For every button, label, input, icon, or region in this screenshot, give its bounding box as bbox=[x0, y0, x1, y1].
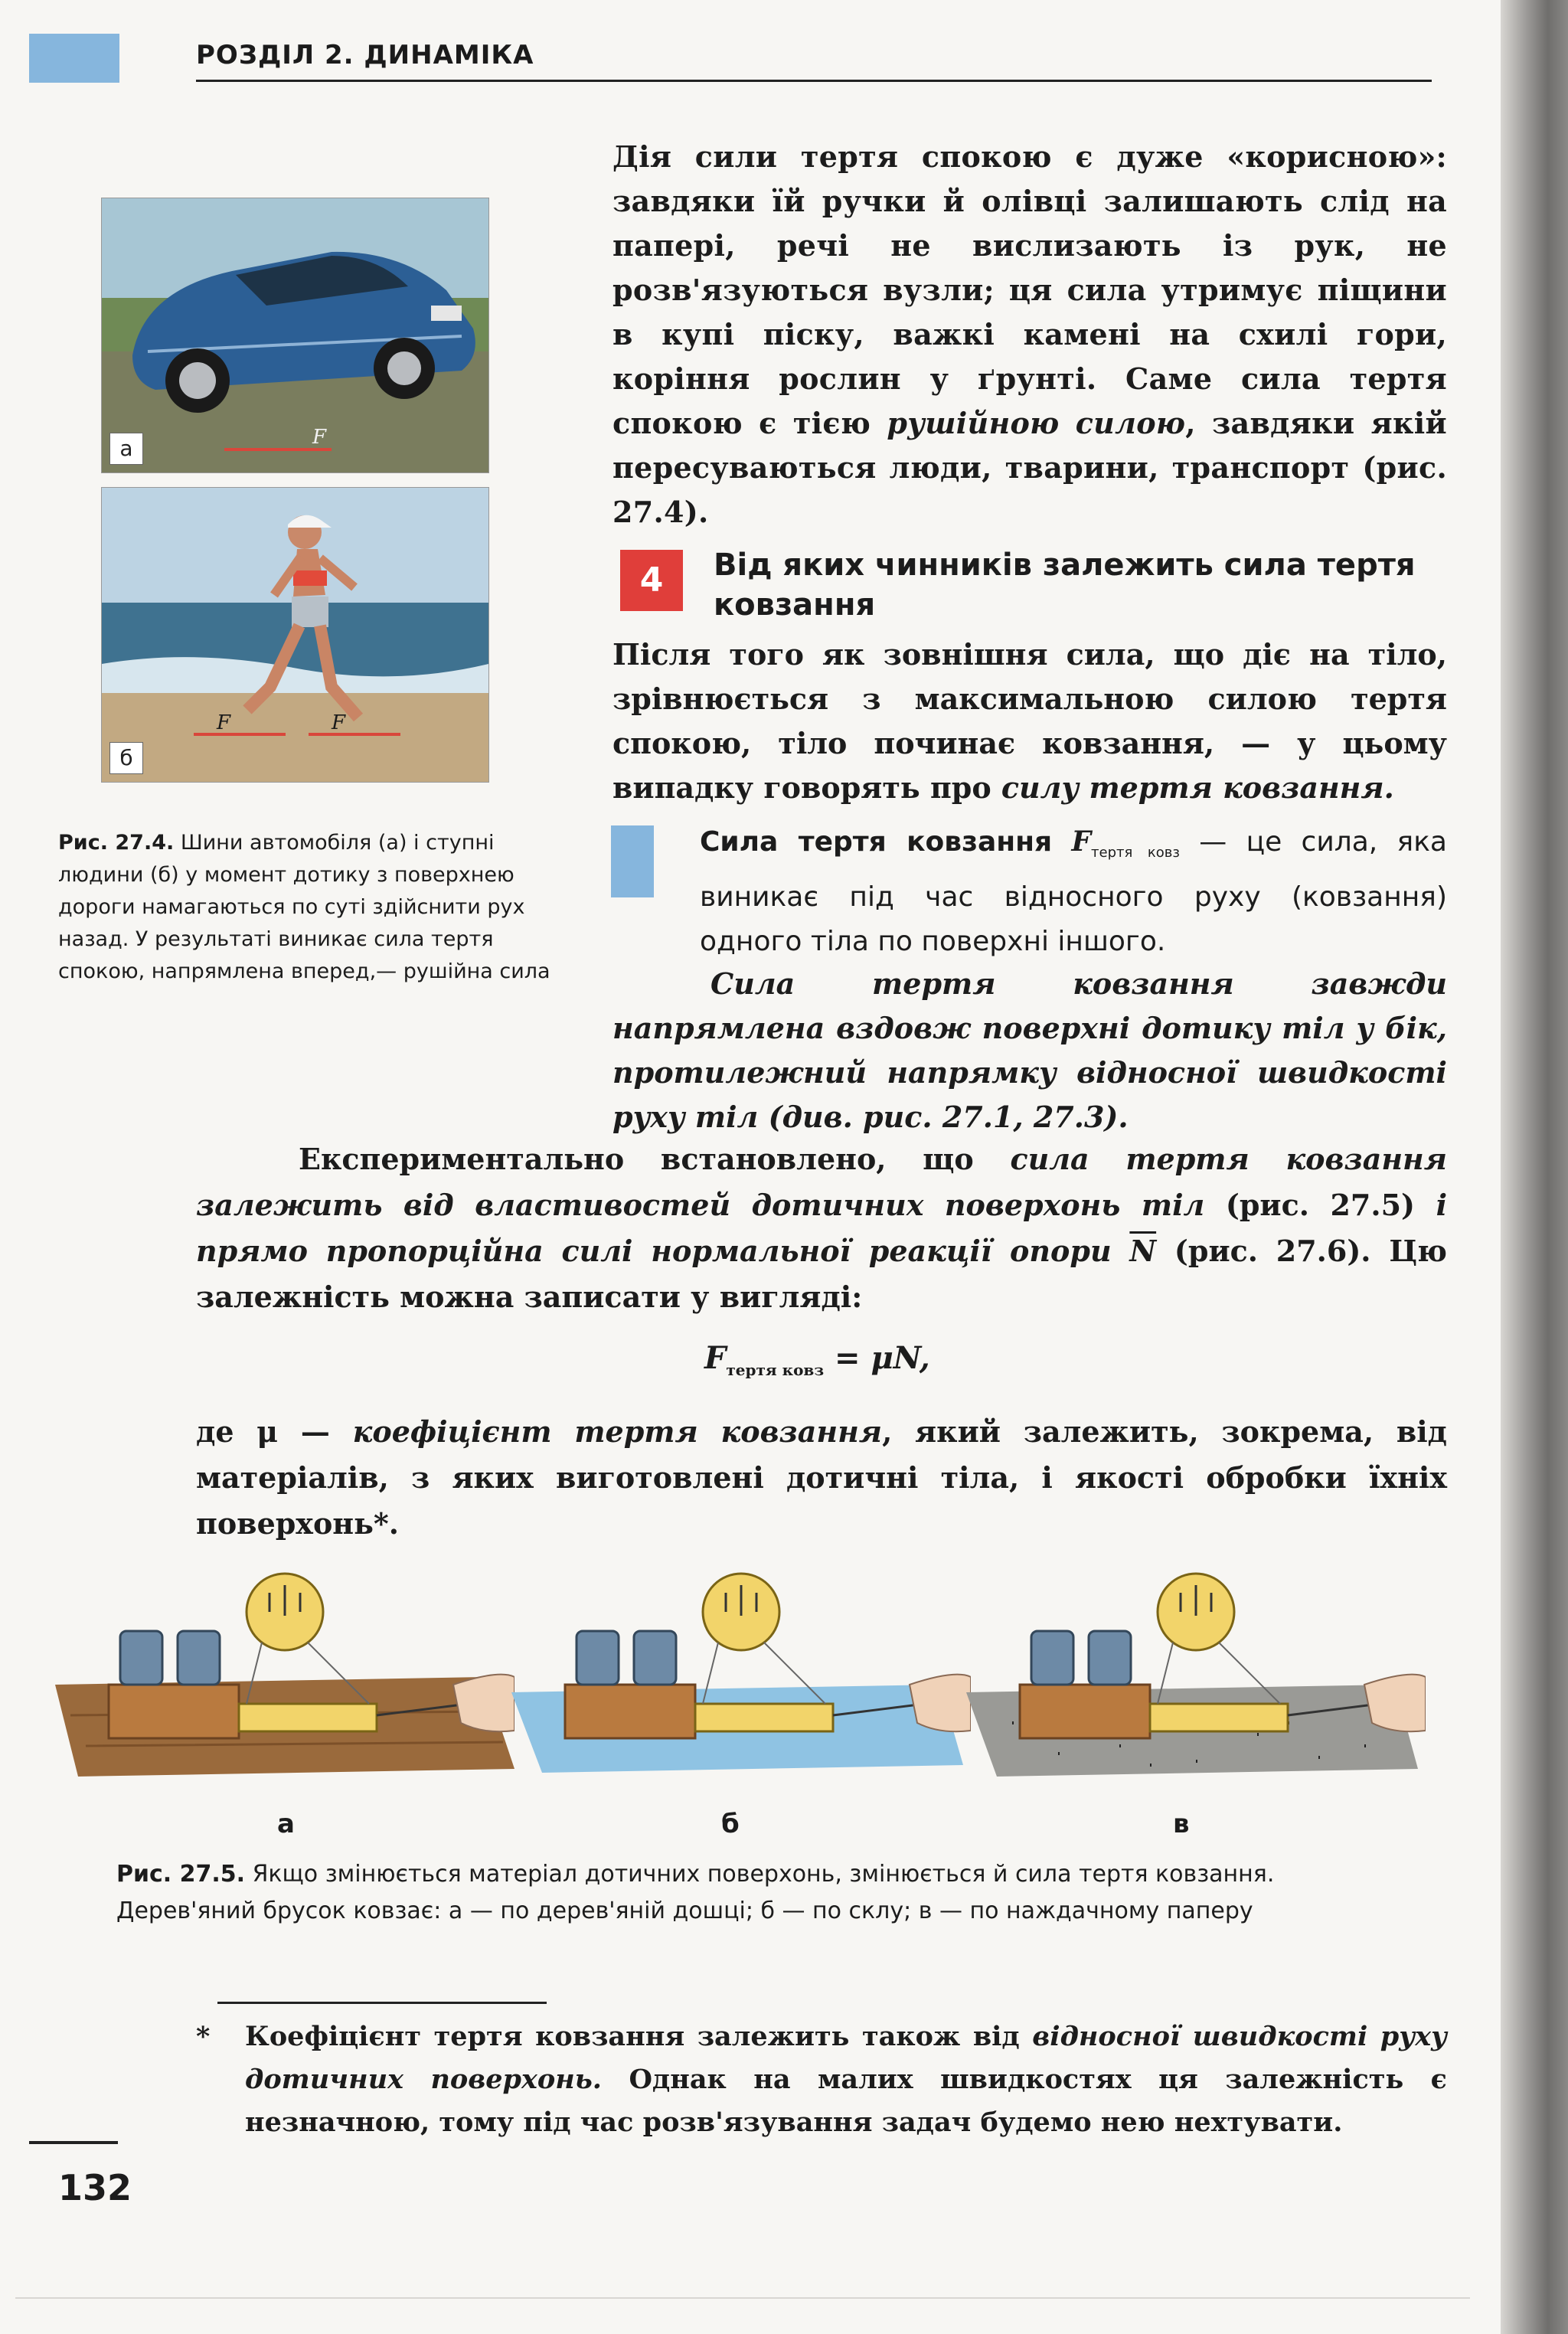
caption-text: Шини автомобіля (а) і ступні людини (б) у момент дотику з поверхнею дороги намагаються по суті здійснити рух назад. У результаті виникає сила тертя спокою, напрямлена вперед,— рушійна сила bbox=[58, 831, 550, 983]
svg-text:F: F bbox=[312, 426, 327, 449]
runner-illustration bbox=[102, 488, 488, 782]
setup-label-c: в bbox=[1173, 1809, 1190, 1839]
footnote bbox=[196, 2015, 1447, 2144]
force-subscript: тертя ковз bbox=[1091, 845, 1180, 861]
caption-ref: Рис. 27.4. bbox=[58, 831, 175, 855]
emphasis-term: силу тертя ковзання. bbox=[1001, 770, 1394, 805]
section-header: РОЗДІЛ 2. ДИНАМІКА bbox=[196, 40, 534, 70]
page-bottom-edge bbox=[15, 2297, 1470, 2299]
subsection-number-badge: 4 bbox=[620, 550, 683, 611]
paragraph-static-friction: Дія сили тертя спокою є дуже «корисною»: завдяки їй ручки й олівці залишають слід на папері, речі не вислизають із рук, не розв'язуються вузли; ця сила утримує піщини в купі піску, важкі камені на схилі гори, коріння рослин у ґрунті. Саме сила тертя спокою є тією рушійною силою, завдяки якій пересуваються люди, тварини, транспорт (рис. 27.4). bbox=[612, 139, 1447, 529]
definition-block bbox=[700, 819, 1447, 964]
setup-label-a: а bbox=[277, 1809, 295, 1839]
paragraph-experiment: Експериментально встановлено, що сила тертя ковзання залежить від властивостей дотичних поверхонь тіл (рис. 27.5) і прямо пропорційна силі нормальної реакції опори $\overline{N}$ (рис. 27.6). Цю залежність можна записати у вигляді: bbox=[196, 1142, 1448, 1314]
car-illustration bbox=[102, 198, 488, 472]
photo-label-a: а bbox=[109, 433, 143, 465]
paragraph-coefficient: де μ — коефіцієнт тертя ковзання, який залежить, зокрема, від матеріалів, з яких виготовлені дотичні тіла, і якості обробки їхніх поверхонь*. bbox=[196, 1414, 1448, 1541]
setup-label-b: б bbox=[721, 1809, 740, 1839]
svg-text:F: F bbox=[332, 711, 346, 734]
caption-ref: Рис. 27.5. bbox=[116, 1861, 246, 1888]
photo-label-b: б bbox=[109, 742, 143, 774]
definition-term: Сила тертя ковзання bbox=[700, 826, 1053, 858]
subsection-title: Від яких чинників залежить сила тертя ковзання bbox=[714, 548, 1416, 623]
setup-wood-board bbox=[55, 1570, 514, 1807]
figure-27-5-caption bbox=[116, 1856, 1311, 1930]
setup-sandpaper bbox=[966, 1570, 1426, 1807]
footnote-marker: * bbox=[196, 2021, 211, 2052]
paragraph-sliding-intro: Після того як зовнішня сила, що діє на тіло, зрівнюється з максимальною силою тертя спокою, тіло починає ковзання, — у цьому випадку говорять про силу тертя ковзання. bbox=[612, 637, 1447, 805]
emphasis-term: рушійною силою bbox=[887, 406, 1186, 440]
paragraph-direction: Сила тертя ковзання завжди напрямлена вздовж поверхні дотику тіл у бік, протилежний напрямку відносної швидкості руху тіл (див. рис. 27.1, 27.3). bbox=[612, 966, 1447, 1134]
photo-car bbox=[101, 198, 489, 473]
footnote-rule bbox=[217, 2002, 547, 2004]
normal-force-symbol: $\overline{N}$ bbox=[1129, 1234, 1157, 1268]
force-symbol: F bbox=[1071, 825, 1092, 858]
page-number-rule bbox=[29, 2141, 118, 2144]
photo-runner bbox=[101, 487, 489, 783]
caption-text: Якщо змінюється матеріал дотичних поверхонь, змінюється й сила тертя ковзання. Дерев'яний брусок ковзає: а — по дерев'яній дошці; б — по склу; в — по наждачному паперу bbox=[116, 1861, 1275, 1924]
definition-text: — це сила, яка виникає під час відносного руху (ковзання) одного тіла по поверхні іншого. bbox=[700, 826, 1447, 958]
friction-formula: $F_{тертя ковз} = \mu N$, bbox=[704, 1340, 930, 1379]
page-number: 132 bbox=[58, 2167, 132, 2208]
setup-glass bbox=[511, 1570, 971, 1807]
svg-text:F: F bbox=[217, 711, 231, 734]
header-rule bbox=[196, 80, 1432, 82]
section-color-tab bbox=[29, 34, 119, 83]
figure-27-4-caption bbox=[58, 827, 564, 988]
definition-marker bbox=[611, 825, 654, 897]
book-spine-shadow bbox=[1501, 0, 1568, 2334]
footnote-text: Коефіцієнт тертя ковзання залежить також від відносної швидкості руху дотичних поверхонь. Однак на малих швидкостях ця залежність є незначною, тому під час розв'язування задач будемо нею нехтувати. bbox=[245, 2021, 1447, 2138]
